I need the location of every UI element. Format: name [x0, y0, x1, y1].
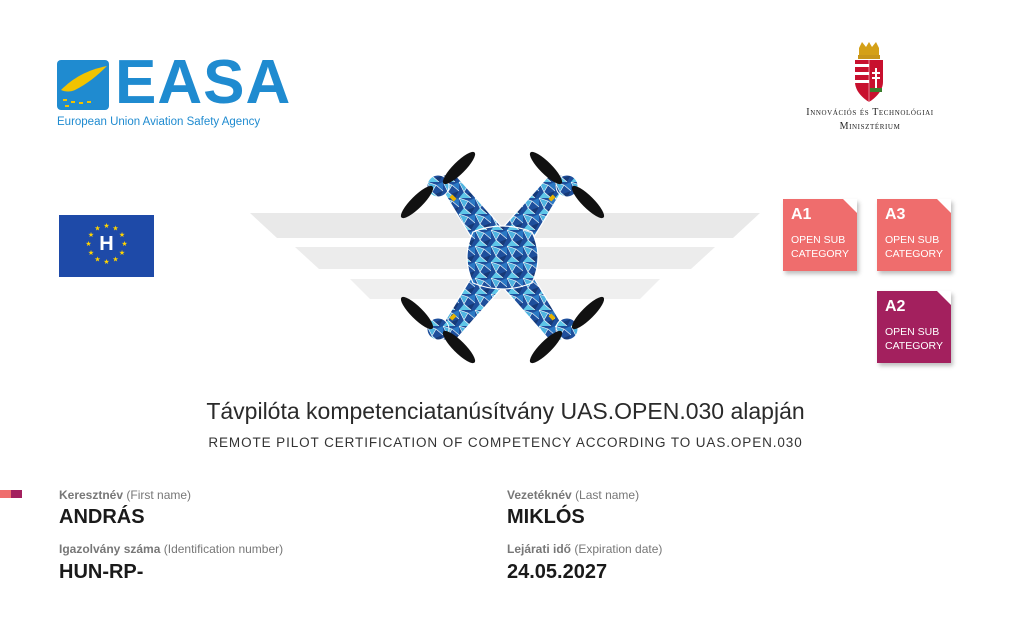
last-name-label — [507, 488, 639, 502]
card-corner-fold-icon — [937, 291, 951, 305]
country-letter: H — [99, 233, 114, 255]
easa-subtitle: European Union Aviation Safety Agency — [57, 116, 261, 128]
last-name-label-en: (Last name) — [575, 488, 640, 502]
category-card-a1 — [783, 199, 857, 271]
first-name-label-en: (First name) — [126, 488, 192, 502]
category-desc-line1: OPEN SUB — [885, 234, 940, 246]
svg-text:★: ★ — [103, 258, 110, 266]
category-desc-line2: CATEGORY — [885, 340, 943, 352]
svg-text:★: ★ — [118, 249, 126, 257]
svg-text:★: ★ — [87, 249, 95, 257]
drone-illustration — [395, 150, 610, 365]
category-desc-line1: OPEN SUB — [885, 326, 940, 338]
marker-magenta-block — [11, 490, 22, 498]
svg-text:★: ★ — [103, 222, 110, 230]
last-name-label-hu: Vezetéknév — [507, 488, 572, 502]
category-desc-line1: OPEN SUB — [791, 234, 846, 246]
expiry-date-label-en: (Expiration date) — [574, 542, 663, 556]
first-name-label — [59, 488, 191, 502]
id-number-label — [59, 542, 283, 556]
easa-wordmark: EASA — [115, 48, 292, 117]
category-card-a3 — [877, 199, 951, 271]
expiry-date-value: 24.05.2027 — [507, 561, 608, 583]
category-code: A1 — [791, 206, 812, 223]
eu-flag — [59, 215, 154, 277]
category-card-a2 — [877, 291, 951, 363]
section-marker — [0, 490, 22, 498]
card-corner-fold-icon — [843, 199, 857, 213]
category-desc-line2: CATEGORY — [791, 248, 849, 260]
ministry-name-line1: Innovációs és Technológiai — [806, 107, 934, 118]
first-name-value: ANDRÁS — [59, 506, 145, 528]
svg-text:★: ★ — [87, 231, 95, 239]
category-code: A2 — [885, 298, 906, 315]
category-description — [885, 325, 943, 353]
card-corner-fold-icon — [937, 199, 951, 213]
svg-text:★: ★ — [118, 231, 126, 239]
hungarian-coat-of-arms-icon — [852, 42, 886, 104]
svg-text:★: ★ — [94, 224, 101, 233]
svg-text:★: ★ — [112, 255, 119, 264]
certificate-title-english: REMOTE PILOT CERTIFICATION OF COMPETENCY ACCORDING TO UAS.OPEN.030 — [208, 435, 803, 450]
marker-coral-block — [0, 490, 11, 498]
category-desc-line2: CATEGORY — [885, 248, 943, 260]
expiry-date-label-hu: Lejárati idő — [507, 542, 572, 556]
id-number-label-hu: Igazolvány száma — [59, 542, 161, 556]
svg-text:★: ★ — [85, 240, 92, 248]
expiry-date-label — [507, 542, 662, 556]
last-name-value: MIKLÓS — [507, 506, 585, 528]
first-name-label-hu: Keresztnév — [59, 488, 124, 502]
svg-text:★: ★ — [121, 240, 128, 248]
svg-text:★: ★ — [94, 255, 101, 264]
easa-bird-icon — [57, 60, 109, 110]
id-number-label-en: (Identification number) — [163, 542, 284, 556]
easa-logo — [57, 48, 292, 136]
category-description — [885, 233, 943, 261]
ministry-name-line2: Minisztérium — [839, 121, 901, 132]
category-description — [791, 233, 849, 261]
category-code: A3 — [885, 206, 906, 223]
svg-text:★: ★ — [112, 224, 119, 233]
id-number-value: HUN-RP- — [59, 561, 144, 583]
ministry-emblem — [770, 40, 970, 140]
certificate-title-hungarian: Távpilóta kompetenciatanúsítvány UAS.OPEN.030 alapján — [206, 398, 805, 424]
